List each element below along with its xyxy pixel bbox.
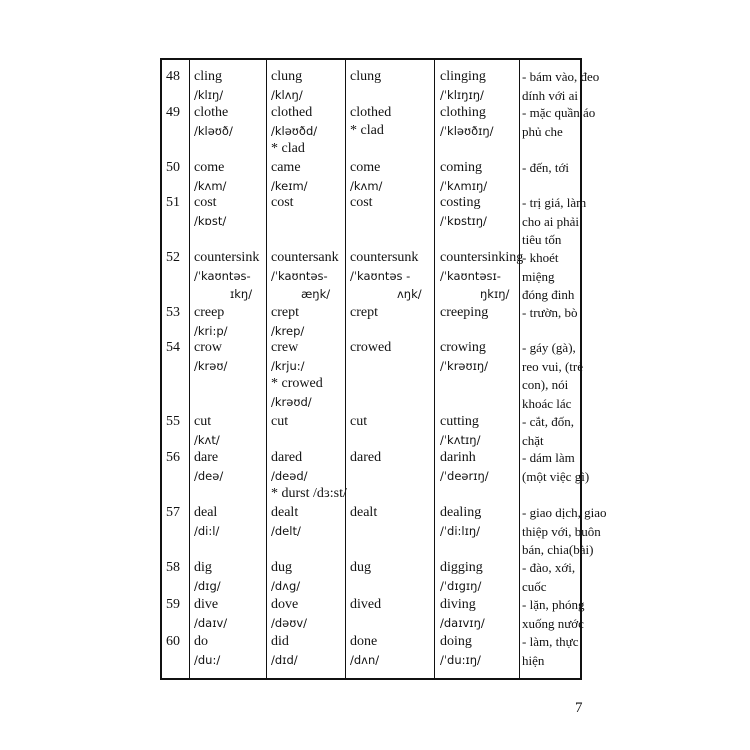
base-form-cell: cost (194, 195, 217, 210)
base-form-cell: /kri:p/ (194, 324, 228, 338)
column-divider (519, 60, 520, 678)
past-form-cell: /ˈkaʊntəs- (271, 269, 328, 283)
ing-form-cell: /ˈkrəʊɪŋ/ (440, 359, 489, 373)
meaning-cell: - gáy (gà), (522, 340, 576, 355)
meaning-cell: - bám vào, đeo (522, 69, 600, 84)
past-participle-cell: dived (350, 597, 382, 612)
meaning-cell: dính với ai (522, 87, 578, 103)
meaning-cell: cho ai phải (522, 213, 580, 229)
verb-table (160, 58, 607, 680)
base-form-cell: countersink (194, 250, 260, 265)
meaning-cell: - làm, thực (522, 634, 579, 649)
ing-form-cell: diving (440, 597, 476, 612)
past-participle-cell: crowed (350, 340, 392, 355)
base-form-cell: creep (194, 305, 225, 320)
row-number: 51 (166, 195, 180, 210)
ing-form-cell: coming (440, 160, 482, 175)
past-form-cell: /klʌŋ/ (271, 88, 303, 102)
ing-form-cell: /ˈdu:ɪŋ/ (440, 653, 481, 667)
past-form-cell: crew (271, 340, 299, 355)
past-form-cell: * clad (271, 141, 305, 156)
past-form-cell: clung (271, 69, 303, 84)
meaning-cell: xuống nước (522, 615, 584, 631)
past-participle-cell: dug (350, 560, 371, 575)
meaning-cell: bán, chia(bài) (522, 542, 594, 557)
meaning-cell: - dám làm (522, 450, 575, 465)
page-number: 7 (575, 700, 583, 716)
base-form-cell: /kʌm/ (194, 179, 227, 193)
past-participle-cell: cut (350, 414, 368, 429)
past-participle-cell: dealt (350, 505, 378, 520)
ing-form-cell: cutting (440, 414, 479, 429)
base-form-cell: do (194, 634, 208, 649)
past-form-cell: /dəʊv/ (271, 616, 308, 630)
meaning-cell: - cắt, đốn, (522, 414, 574, 429)
past-participle-cell: clung (350, 69, 382, 84)
past-participle-cell: /dʌn/ (350, 653, 380, 667)
column-divider (266, 60, 267, 678)
past-form-cell: countersank (271, 250, 339, 265)
meaning-cell: - đào, xới, (522, 560, 576, 575)
past-form-cell: æŋk/ (301, 287, 331, 301)
base-form-cell: deal (194, 505, 218, 520)
past-form-cell: dared (271, 450, 303, 465)
meaning-cell: con), nói (522, 377, 569, 392)
past-participle-cell: ʌŋk/ (397, 287, 422, 301)
meaning-cell: phủ che (522, 123, 563, 139)
meaning-cell: - giao dịch, giao (522, 505, 607, 520)
ing-form-cell: creeping (440, 305, 489, 320)
ing-form-cell: /ˈkʌmɪŋ/ (440, 179, 488, 193)
ing-form-cell: /ˈdi:lɪŋ/ (440, 524, 481, 538)
meaning-cell: miệng (522, 268, 555, 284)
column-divider (189, 60, 190, 678)
past-form-cell: clothed (271, 105, 313, 120)
base-form-cell: come (194, 160, 225, 175)
meaning-cell: - trị giá, làm (522, 195, 587, 210)
past-form-cell: /dʌg/ (271, 579, 301, 593)
base-form-cell: /daɪv/ (194, 616, 228, 630)
meaning-cell: tiêu tốn (522, 232, 562, 247)
past-form-cell: dove (271, 597, 299, 612)
ing-form-cell: costing (440, 195, 481, 210)
base-form-cell: crow (194, 340, 222, 355)
past-form-cell: * durst /dɜ:st/ (271, 486, 347, 501)
past-participle-cell: clothed (350, 105, 392, 120)
base-form-cell: cut (194, 414, 212, 429)
meaning-cell: đóng đinh (522, 287, 575, 302)
ing-form-cell: /daɪvɪŋ/ (440, 616, 485, 630)
past-form-cell: /krju:/ (271, 359, 305, 373)
row-number: 53 (166, 305, 180, 320)
past-form-cell: /deəd/ (271, 469, 308, 483)
meaning-cell: - trườn, bò (522, 305, 578, 320)
base-form-cell: /di:l/ (194, 524, 220, 538)
ing-form-cell: countersinking (440, 250, 524, 265)
base-form-cell: /kɒst/ (194, 214, 227, 228)
past-form-cell: came (271, 160, 301, 175)
past-form-cell: crept (271, 305, 299, 320)
base-form-cell: /ˈkaʊntəs- (194, 269, 251, 283)
past-form-cell: cut (271, 414, 289, 429)
meaning-cell: - đến, tới (522, 160, 569, 175)
ing-form-cell: ŋkɪŋ/ (480, 287, 510, 301)
meaning-cell: hiện (522, 652, 545, 668)
past-form-cell: /krəʊd/ (271, 395, 312, 409)
past-form-cell: dealt (271, 505, 299, 520)
row-number: 60 (166, 634, 180, 649)
ing-form-cell: /ˈkʌtɪŋ/ (440, 433, 481, 447)
row-number: 54 (166, 340, 180, 355)
row-number: 56 (166, 450, 180, 465)
past-participle-cell: done (350, 634, 378, 649)
meaning-cell: thiệp với, buôn (522, 523, 601, 539)
past-form-cell: /delt/ (271, 524, 301, 538)
column-divider (345, 60, 346, 678)
meaning-cell: (một việc gì) (522, 468, 590, 484)
ing-form-cell: /ˈdɪgɪŋ/ (440, 579, 482, 593)
row-number: 49 (166, 105, 180, 120)
past-form-cell: /dɪd/ (271, 653, 298, 667)
column-divider (434, 60, 435, 678)
past-form-cell: /krep/ (271, 324, 305, 338)
base-form-cell: /klɪŋ/ (194, 88, 224, 102)
past-form-cell: dug (271, 560, 292, 575)
base-form-cell: clothe (194, 105, 229, 120)
row-number: 59 (166, 597, 180, 612)
past-form-cell: /kləʊðd/ (271, 124, 318, 138)
row-number: 57 (166, 505, 180, 520)
row-number: 52 (166, 250, 180, 265)
row-number: 55 (166, 414, 180, 429)
meaning-cell: reo vui, (trẻ (522, 358, 584, 374)
base-form-cell: ɪkŋ/ (230, 287, 253, 301)
base-form-cell: dig (194, 560, 212, 575)
past-participle-cell: cost (350, 195, 373, 210)
base-form-cell: dare (194, 450, 219, 465)
ing-form-cell: /ˈkɒstɪŋ/ (440, 214, 487, 228)
base-form-cell: /dɪg/ (194, 579, 221, 593)
ing-form-cell: clinging (440, 69, 486, 84)
ing-form-cell: digging (440, 560, 483, 575)
past-participle-cell: come (350, 160, 381, 175)
base-form-cell: /du:/ (194, 653, 221, 667)
ing-form-cell: clothing (440, 105, 486, 120)
past-participle-cell: /ˈkaʊntəs - (350, 269, 411, 283)
meaning-cell: cuốc (522, 578, 547, 594)
meaning-cell: - khoét (522, 250, 559, 265)
meaning-cell: - lặn, phóng (522, 597, 585, 612)
base-form-cell: cling (194, 69, 222, 84)
ing-form-cell: dealing (440, 505, 482, 520)
past-participle-cell: /kʌm/ (350, 179, 383, 193)
base-form-cell: /deə/ (194, 469, 224, 483)
past-form-cell: did (271, 634, 289, 649)
ing-form-cell: /ˈklɪŋɪŋ/ (440, 88, 484, 102)
past-form-cell: /keɪm/ (271, 179, 308, 193)
past-form-cell: * crowed (271, 376, 323, 391)
base-form-cell: /kləʊð/ (194, 124, 233, 138)
base-form-cell: /krəʊ/ (194, 359, 228, 373)
ing-form-cell: /ˈdeərɪŋ/ (440, 469, 489, 483)
row-number: 48 (166, 69, 180, 84)
row-number: 50 (166, 160, 180, 175)
meaning-cell: - mặc quần áo (522, 105, 596, 120)
past-participle-cell: dared (350, 450, 382, 465)
row-number: 58 (166, 560, 180, 575)
ing-form-cell: doing (440, 634, 472, 649)
meaning-cell: khoác lác (522, 395, 572, 411)
ing-form-cell: /ˈkləʊðɪŋ/ (440, 124, 494, 138)
base-form-cell: dive (194, 597, 219, 612)
ing-form-cell: crowing (440, 340, 486, 355)
past-participle-cell: * clad (350, 123, 384, 138)
past-participle-cell: crept (350, 305, 378, 320)
ing-form-cell: /ˈkaʊntəsɪ- (440, 269, 501, 283)
base-form-cell: /kʌt/ (194, 433, 220, 447)
ing-form-cell: darinh (440, 450, 476, 465)
past-form-cell: cost (271, 195, 294, 210)
past-participle-cell: countersunk (350, 250, 419, 265)
meaning-cell: chặt (522, 432, 544, 448)
